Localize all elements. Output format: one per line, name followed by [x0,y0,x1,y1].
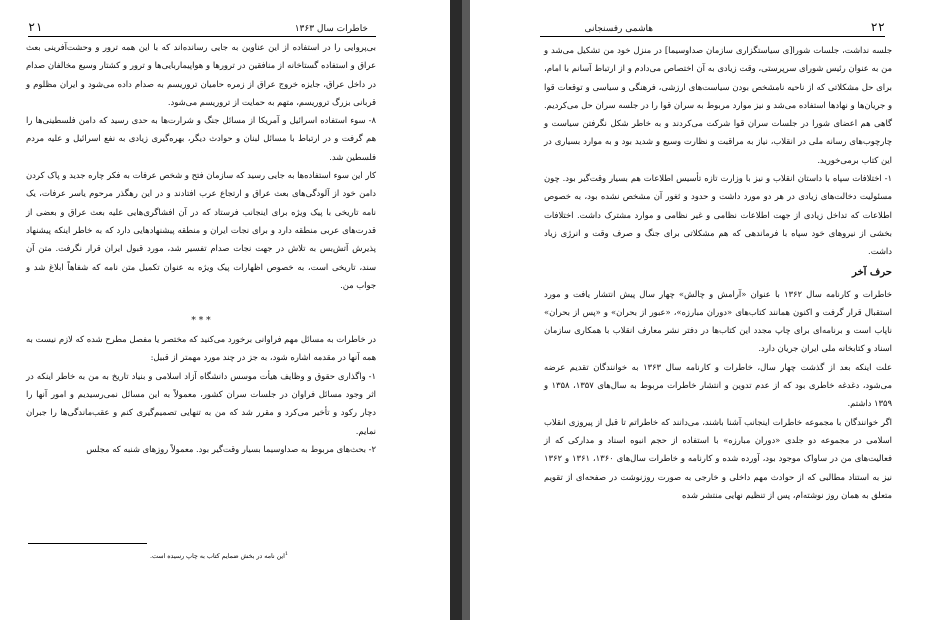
paragraph: کار این سوء استفاده‌ها به جایی رسید که سازمان فتح و شخص عرفات به فکر چاره جدید و پاک کردن دامن خود از آلودگی‌های بعث عراق و ارتجاع عرب افتادند و در این رهگذر مرحوم یاسر عرفات، یک نامه تاریخی با پیک ویژه برای اینجانب فرستاد که در آن افشاگری‌هایی علیه بعث عراق و بعضی از قدرت‌های عربی منطقه دارد و برای نجات ایران و منطقه پیشنهادهایی دارد که به خاطر اینکه پیشنهاد پذیرش آتش‌بس به تلاش در جهت نجات صدام تفسیر شد، مورد قبول ایران قرار نگرفت. متن آن سند، تاریخی است، به خصوص اظهارات پیک ویژه به عنوان تکمیل متن نامه که شفاهاً ابلاغ شد و جواب من. [26,170,376,290]
left-page-header-title: خاطرات سال ۱۳۶۳ [294,24,368,34]
right-page-header-title: هاشمی رفسنجانی [584,24,653,34]
binding-gutter [450,0,462,620]
paragraph: ۸- سوء استفاده اسرائیل و آمریکا از مسائل جنگ و شرارت‌ها به حدی رسید که دامن فلسطینی‌ها را هم گرفت و در ارتباط با مسائل لبنان و حوادث دیگر، بهره‌گیری زیادی به نفع اسرائیل و علیه مردم فلسطین شد. [26,115,376,162]
footnote-marker: 1 [284,551,289,557]
right-page [470,0,931,620]
paragraph: ۲- بحث‌های مربوط به صداوسیما بسیار وقت‌گیر بود. معمولاً روزهای شنبه که مجلس [86,443,376,454]
paragraph: ۱- اختلافات سپاه با داستان انقلاب و نیز با وزارت تازه تأسیس اطلاعات هم بسیار وقت‌گیر بود. چون مسئولیت دخالت‌های زیادی در هر دو مورد داشت و حدود و ثغور آن مشخص نشده بود، به خصوص اطلاعات که تداخل زیادی از جهت اطلاعات نظامی و غیر نظامی و موارد مشترک داشت. اختلافات بخشی از نیروهای خود سپاه با فرماندهی که هم مشکلاتی برای جنگ و صرف وقت و انرژی زیاد داشت. [544,173,892,257]
footnote-text: این نامه در بخش ضمایم کتاب به چاپ رسیده است. [150,553,285,561]
section-separator: * * * [191,316,211,327]
right-page-body [544,41,892,504]
paragraph: در خاطرات به مسائل مهم فراوانی برخورد می‌کنید که مختصر یا مفصل مطرح شده که لازم نیست به همه آنها در مقدمه اشاره شود، به جز در چند مورد مهمتر از قبیل: [26,334,376,363]
left-page-body [26,38,376,458]
paragraph: اگر خوانندگان با مجموعه خاطرات اینجانب آشنا باشند، می‌دانند که خاطراتم تا قبل از پیروزی انقلاب اسلامی در مجموعه دو جلدی «دوران مبارزه» با استفاده از حجم انبوه اسناد و مدارکی که از فعالیت‌های من در ساواک موجود بود، آورده شده و کارنامه و خاطرات سال‌های ۱۳۶۰، ۱۳۶۱ و ۱۳۶۲ نیز به استناد مطالبی که از حوادث مهم داخلی و خارجی به صورت روزنوشت در صفحه‌ای از تقویم متعلق به همان روز نوشته‌ام، پس از تنظیم نهایی منتشر شده [544,416,892,500]
left-page [0,0,450,620]
binding-gutter-edge [462,0,470,620]
paragraph: علت اینکه بعد از گذشت چهار سال، خاطرات و کارنامه سال ۱۳۶۳ به خوانندگان تقدیم عرضه می‌شود، دغدغه خاطری بود که از عدم تدوین و انتشار خاطرات مربوط به سال‌های ۱۳۵۷، ۱۳۵۸ و ۱۳۵۹ داشتم. [544,361,892,409]
paragraph: جلسه نداشت، جلسات شورا[ی سیاستگزاری سازمان صداوسیما] در منزل خود من تشکیل می‌شد و من به عنوان رئیس شورای سرپرستی، وقت زیادی به آن اختصاص می‌دادم و از ارتباط آسانم با امام، برای حل مشکلاتی که از ناحیه نامشخص بودن سیاست‌های ارزشی، فرهنگی و سیاسی و توقعات قوا و جریان‌ها و نهادها استفاده می‌شد و نیز موارد مربوط به سران قوا را در جلسه سران حل می‌کردیم. گاهی هم اعضای شورا در جلسات سران قوا شرکت می‌کردند و به خاطر شکل نگرفتن سیاست و چارچوب‌های رسانه ملی در انقلاب، نیاز به مراقبت و نظارت وسیع و شدید بود و به موارد بسیاری در این کتاب برمی‌خورید. [544,45,892,165]
section-heading: حرف آخر [851,266,892,278]
paragraph: خاطرات و کارنامه سال ۱۳۶۲ با عنوان «آرامش و چالش» چهار سال پیش انتشار یافت و مورد استقبال قرار گرفت و اکنون همانند کتاب‌های «دوران مبارزه»، «عبور از بحران» و «پس از بحران» ناپاب است و برنامه‌ای برای چاپ مجدد این کتاب‌ها در دفتر نشر معارف انقلاب با همکاری سازمان اسناد و کتابخانه ملی ایران جریان دارد. [544,288,892,354]
paragraph: بی‌پروایی را در استفاده از این عناوین به جایی رسانده‌اند که با این همه ترور و وحشت‌آفرینی بعث عراق و استفاده گستاخانه از منافقین در ترورها و هواپیماربایی‌ها و ترور و کشتار وسیع مخالفان صدام در داخل عراق، جایزه خروج عراق از زمره حامیان تروریسم به صدام داده می‌شود و ایران مظلوم و قربانی بزرگ تروریسم، متهم به حمایت از تروریسم می‌شود. [26,42,376,107]
left-page-header [28,22,376,37]
right-page-number: ۲۲ [870,20,885,34]
right-page-header [540,22,885,37]
paragraph: ۱- واگذاری حقوق و وظایف هیأت موسس دانشگاه آزاد اسلامی و بنیاد تاریخ به من به خاطر اینکه در اثر وجود مسائل فراوان در جلسات سران کشور، معمولاً به این مسائل نمی‌رسیدیم و امور آنها را دچار رکود و تأخیر می‌کرد و مقرر شد که من به تنهایی تصمیم‌گیری کنم و عقب‌ماندگی‌ها را جبران نمایم. [26,370,376,436]
footnote-divider [28,543,147,544]
footnote [150,550,420,561]
left-page-number: ۲۱ [28,20,43,34]
